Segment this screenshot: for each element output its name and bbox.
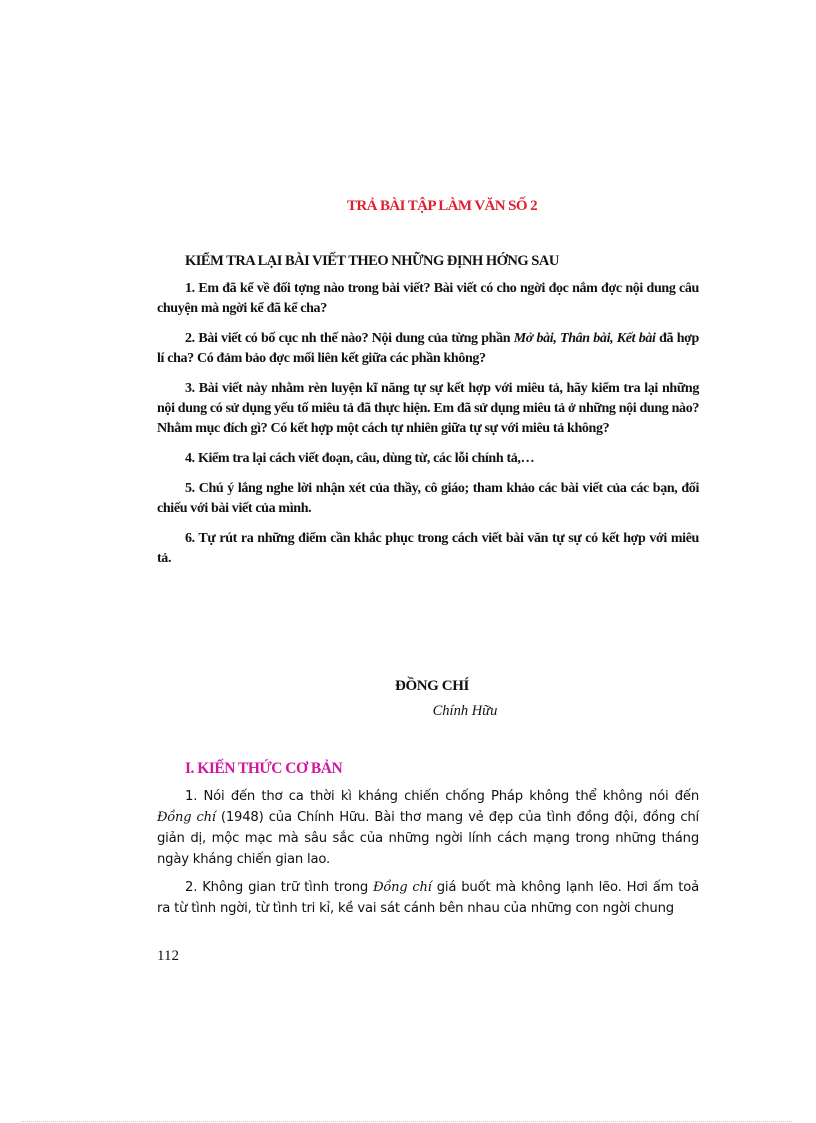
basics-section <box>157 760 699 926</box>
section-title: TRẢ BÀI TẬP LÀM VĂN SỐ 2 <box>346 198 538 214</box>
page-number: 112 <box>157 948 179 964</box>
checklist-item-4: 4. Kiểm tra lại cách viết đoạn, câu, dùng từ, các lỗi chính tả,… <box>185 451 535 466</box>
basics-p1-poem-ref: Đồng chí <box>157 810 216 825</box>
basics-paragraph-1 <box>157 786 699 870</box>
poem-author: Chính Hữu <box>432 703 498 719</box>
basics-p2-text-c: giá buốt mà không lạnh lẽo. Hơi ấm toả ra từ tình ngời, từ tình tri kỉ, kề vai sát cánh bên nhau của những con ngời chung <box>157 880 699 916</box>
checklist-section <box>157 253 699 579</box>
poem-title: ĐỒNG CHÍ <box>395 678 469 694</box>
basics-heading: I. KIẾN THỨC CƠ BẢN <box>185 760 343 777</box>
checklist-item-2-emphasis: Mở bài, Thân bài, Kết bài <box>513 331 656 346</box>
checklist-item-3: 3. Bài viết này nhằm rèn luyện kĩ năng tự sự kết hợp với miêu tả, hãy kiểm tra lại những nội dung có sử dụng yếu tố miêu tả đã thực hiện. Em đã sử dụng miêu tả ở những nội dung nào? Nhằm mục đích gì? Có kết hợp một cách tự nhiên giữa tự sự với miêu tả không? <box>157 381 699 436</box>
checklist-item-2-text-c: đã hợp lí cha? Có đảm bảo đợc mối liên kết giữa các phần không? <box>157 331 699 366</box>
basics-p1-text-c: (1948) của Chính Hữu. Bài thơ mang vẻ đẹp của tình đồng đội, đồng chí giản dị, mộc mạc mà sâu sắc của những ngời lính cách mạng trong những tháng ngày kháng chiến gian lao. <box>157 810 700 867</box>
basics-p2-poem-ref: Đồng chí <box>373 880 432 895</box>
checklist-item-5: 5. Chú ý lắng nghe lời nhận xét của thầy, cô giáo; tham khảo các bài viết của các bạn, đối chiếu với bài viết của mình. <box>157 481 699 516</box>
page-bottom-divider <box>22 1121 792 1122</box>
checklist-item-2-text-a: 2. Bài viết có bố cục nh thế nào? Nội dung của từng phần <box>185 331 514 346</box>
checklist-item-2 <box>157 329 699 369</box>
basics-p2-text-a: 2. Không gian trữ tình trong <box>185 880 374 895</box>
basics-paragraph-2 <box>157 877 699 919</box>
checklist-item-6: 6. Tự rút ra những điểm cần khắc phục trong cách viết bài văn tự sự có kết hợp với miêu tả. <box>157 531 699 566</box>
checklist-item-1: 1. Em đã kể về đối tợng nào trong bài viết? Bài viết có cho ngời đọc nắm đợc nội dung câu chuyện mà ngời kể đã kể cha? <box>157 281 699 316</box>
checklist-heading: KIỂM TRA LẠI BÀI VIẾT THEO NHỮNG ĐỊNH HỚNG SAU <box>185 253 559 269</box>
basics-p1-text-a: 1. Nói đến thơ ca thời kì kháng chiến chống Pháp không thể không nói đến <box>185 789 699 804</box>
